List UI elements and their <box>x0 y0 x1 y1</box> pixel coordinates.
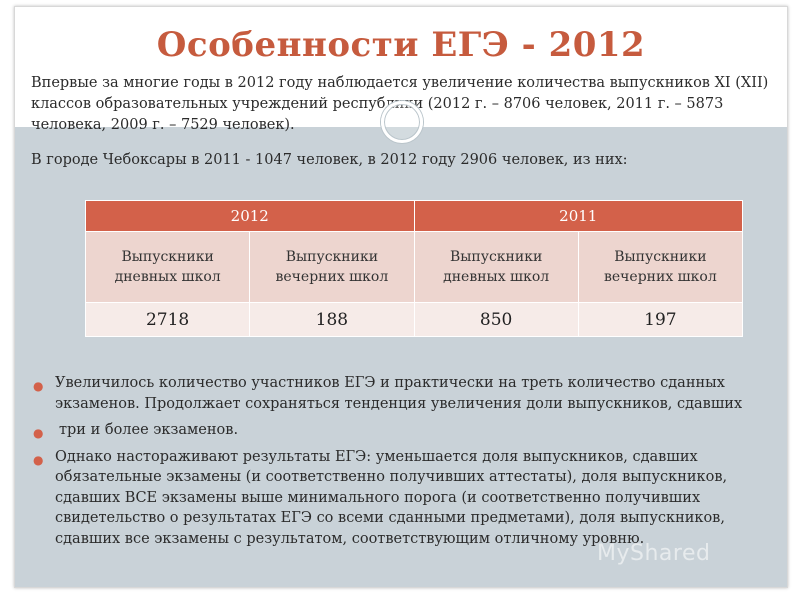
table-subheader-cell: Выпускники дневных школ <box>414 232 578 303</box>
table-value-cell: 2718 <box>86 303 250 337</box>
bullet-dot-icon: ● <box>33 452 44 467</box>
watermark: MyShared <box>597 541 711 566</box>
decorative-circle-icon <box>381 101 423 143</box>
list-item-text: Увеличилось количество участников ЕГЭ и практически на треть количество сданных экзаменов. Продолжает сохраняться тенденция увеличения доли выпускников, сдавших <box>55 375 743 412</box>
bullet-dot-icon: ● <box>33 426 44 440</box>
list-item <box>29 373 785 414</box>
table-header-2011: 2011 <box>414 201 743 232</box>
list-item-text: три и более экзаменов. <box>59 422 239 438</box>
table-row <box>86 303 743 337</box>
table-header-2012: 2012 <box>86 201 415 232</box>
slide <box>14 6 788 588</box>
table-value-cell: 188 <box>250 303 414 337</box>
list-item-text: Однако настораживают результаты ЕГЭ: уменьшается доля выпускников, сдавших обязательные экзамены (и соответственно получивших аттестаты), доля выпускников, сдавших ВСЕ экзамены выше минимального порога (и соответственно получивших свидетельство о результатах ЕГЭ со всеми сданными предметами), доля выпускников, сдавших все экзамены с результатом, соответствующим отличному уровню. <box>55 448 728 547</box>
list-item <box>29 447 785 550</box>
table-subheader-cell: Выпускники вечерних школ <box>578 232 742 303</box>
bullet-list <box>29 373 785 549</box>
intro-paragraph-1: Впервые за многие годы в 2012 году наблюдается увеличение количества выпускников XI (XII) классов образовательных учреждений республики (2012 г. – 8706 человек, 2011 г. – 5873 человека, 2009 г. – 7529 человек). <box>31 75 769 133</box>
table-subheader-cell: Выпускники дневных школ <box>86 232 250 303</box>
bullet-dot-icon: ● <box>33 379 44 393</box>
graduates-table <box>85 200 743 337</box>
table-subheader-row <box>86 232 743 303</box>
intro-paragraph-2: В городе Чебоксары в 2011 - 1047 человек, в 2012 году 2906 человек, из них: <box>31 152 628 168</box>
table-subheader-cell: Выпускники вечерних школ <box>250 232 414 303</box>
table-value-cell: 197 <box>578 303 742 337</box>
table-header-row <box>86 201 743 232</box>
slide-title: Особенности ЕГЭ - 2012 <box>156 25 646 65</box>
list-item <box>29 420 785 441</box>
table-value-cell: 850 <box>414 303 578 337</box>
